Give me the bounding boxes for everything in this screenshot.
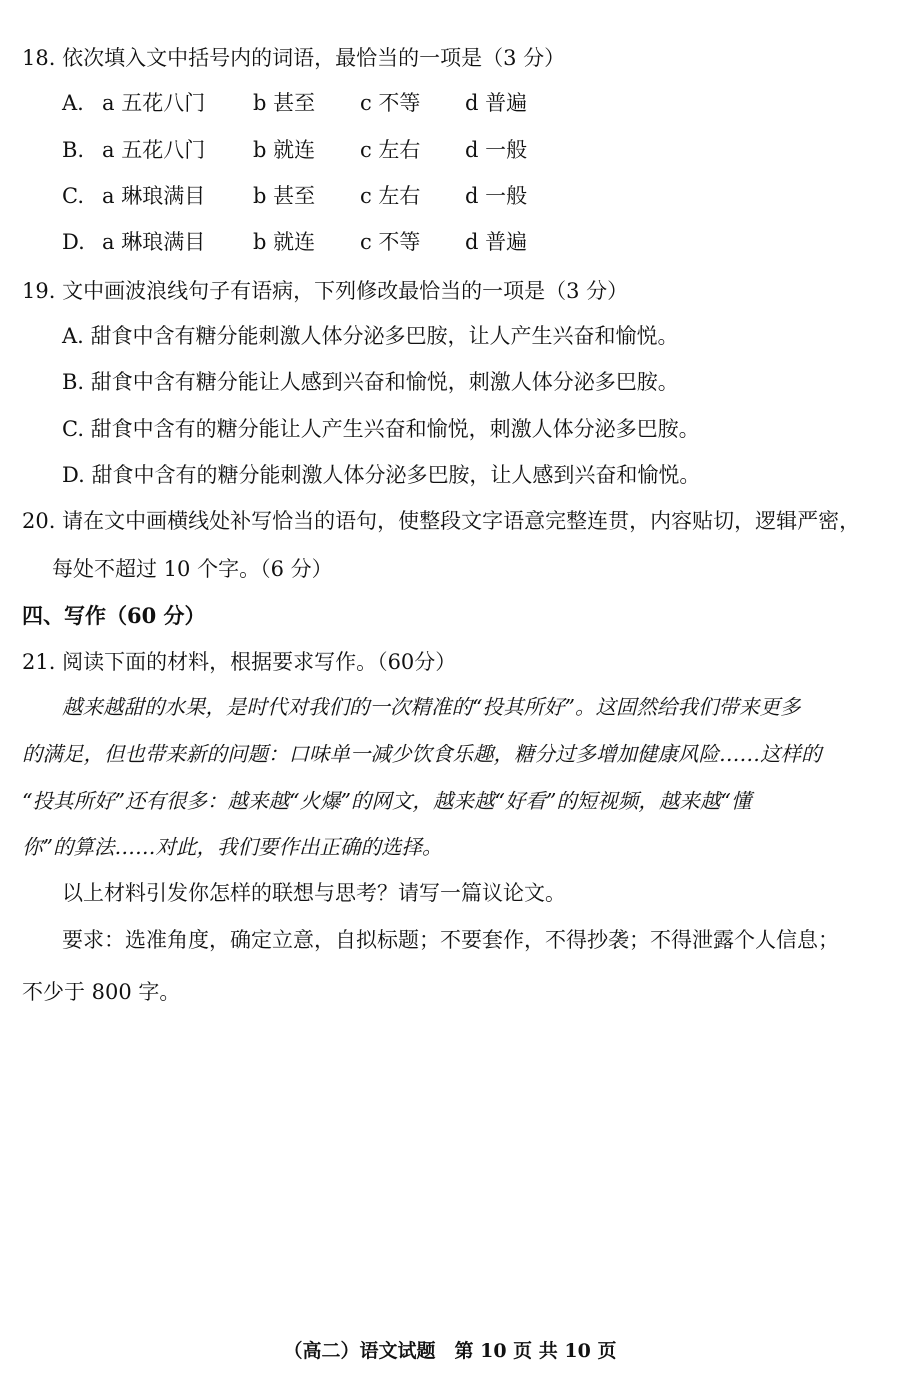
option-b-word: b 就连 [253,230,316,254]
q18-stem: 18. 依次填入文中括号内的词语，最恰当的一项是（3 分） [22,46,566,70]
option-letter: B. [62,138,85,162]
page-footer: （高二）语文试题 第 10 页 共 10 页 [283,1340,617,1362]
q21-stem: 21. 阅读下面的材料，根据要求写作。（60分） [22,650,457,674]
q18-option-a [62,89,662,117]
option-a-word: a 琳琅满目 [102,230,206,254]
q20-line-1: 20. 请在文中画横线处补写恰当的语句，使整段文字语意完整连贯，内容贴切，逻辑严密， [22,509,861,533]
material-line-4: 你”的算法……对此，我们要作出正确的选择。 [22,835,443,859]
q18-option-b [62,136,662,164]
section-heading: 四、写作（60 分） [22,603,206,628]
option-letter: D. [62,230,85,254]
option-letter: A. [62,91,84,115]
writing-prompt: 以上材料引发你怎样的联想与思考？请写一篇议论文。 [62,881,566,905]
option-c-word: c 不等 [360,230,421,254]
option-b-word: b 甚至 [253,91,316,115]
material-line-2: 的满足，但也带来新的问题：口味单一减少饮食乐趣，糖分过多增加健康风险……这样的 [22,742,822,766]
option-c-word: c 不等 [360,91,421,115]
option-d-word: d 普遍 [465,91,528,115]
q19-stem: 19. 文中画波浪线句子有语病，下列修改最恰当的一项是（3 分） [22,279,629,303]
q20-line-2: 每处不超过 10 个字。（6 分） [52,557,333,581]
option-b-word: b 甚至 [253,184,316,208]
q19-option-b: B. 甜食中含有糖分能让人感到兴奋和愉悦，刺激人体分泌多巴胺。 [62,370,679,394]
option-c-word: c 左右 [360,184,421,208]
q18-option-c [62,182,662,210]
option-a-word: a 五花八门 [102,138,206,162]
q19-option-a: A. 甜食中含有糖分能刺激人体分泌多巴胺，让人产生兴奋和愉悦。 [62,324,679,348]
option-letter: C. [62,184,84,208]
option-a-word: a 琳琅满目 [102,184,206,208]
material-line-3: “投其所好”还有很多：越来越“火爆”的网文，越来越“好看”的短视频，越来越“懂 [22,789,752,813]
requirements-line-2: 不少于 800 字。 [22,980,181,1004]
material-line-1: 越来越甜的水果，是时代对我们的一次精准的“投其所好”。这固然给我们带来更多 [62,695,801,719]
requirements-line-1: 要求：选准角度，确定立意，自拟标题；不要套作，不得抄袭；不得泄露个人信息； [62,928,839,952]
q18-option-d [62,228,662,256]
option-d-word: d 一般 [465,138,528,162]
q19-option-c: C. 甜食中含有的糖分能让人产生兴奋和愉悦，刺激人体分泌多巴胺。 [62,417,700,441]
option-d-word: d 普遍 [465,230,528,254]
option-a-word: a 五花八门 [102,91,206,115]
q19-option-d: D. 甜食中含有的糖分能刺激人体分泌多巴胺，让人感到兴奋和愉悦。 [62,463,701,487]
option-b-word: b 就连 [253,138,316,162]
option-d-word: d 一般 [465,184,528,208]
option-c-word: c 左右 [360,138,421,162]
